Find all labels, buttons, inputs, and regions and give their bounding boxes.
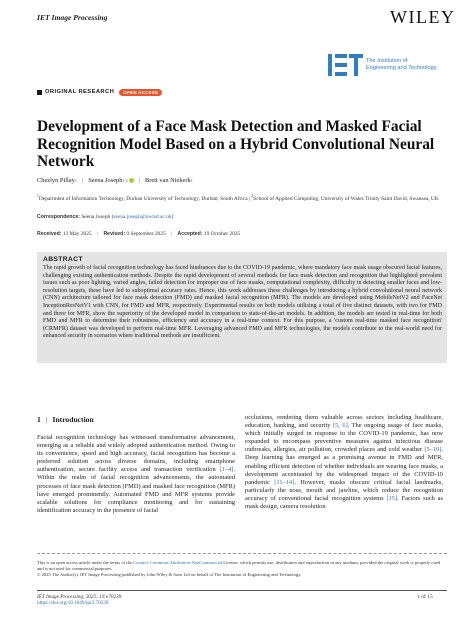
author-affiliation-sup: 1	[190, 178, 193, 183]
author-separator: |	[138, 177, 140, 184]
affiliation-2: School of Applied Computing, University of Wales Trinity Saint David, Swansea, UK	[253, 195, 439, 202]
correspondence-name: Seena Joseph	[81, 214, 111, 220]
doi-link[interactable]: https://doi.org/10.1049/ipr2.70239	[37, 600, 109, 607]
license-divider	[37, 553, 447, 554]
accepted-date: 19 October 2025	[203, 231, 241, 237]
correspondence-label: Correspondence:	[37, 214, 80, 220]
citation-link[interactable]: [1–4]	[219, 466, 234, 474]
publisher-logo[interactable]: WILEY	[390, 7, 456, 27]
author-name[interactable]: Seena Joseph	[88, 177, 123, 184]
article-title: Development of a Face Mask Detection and Masked Facial Recognition Model Based on a Hybrid Convolutional Neural Network	[37, 118, 435, 171]
citation-link[interactable]: [15]	[386, 494, 398, 502]
section-heading-introduction: 1 | Introduction	[37, 415, 94, 424]
received-date: 13 May 2025	[62, 231, 92, 237]
section-number: 1	[37, 415, 41, 424]
footer-journal-line: IET Image Processing, 2025; 19:e70239	[37, 594, 122, 600]
iet-logo[interactable]	[328, 54, 440, 76]
affiliations: $^1$Department of Information Technology, Durban University of Technology, Durban, South Africa | $^2$School of Applied Computing, University of Wales Trinity Saint David, Swansea, UK	[37, 194, 439, 202]
abstract-text: The rapid growth of facial recognition technology has faced hindrances due to the COVID-19 pandemic, where mandatory face mask usage obscured facial features, challenging existing authentication methods. Despite the rapid development of several methods for face mask detection and recognition that highlighted prevalent issues such as poor lighting, varied angles, failed detection for improper use of face masks, computational complexity, difficulty in detecting smaller faces and low-resolution targets, these have led to suboptimal accuracy rates. Hence, this work addresses these challenges by introducing a hybrid convolutional neural network (CNN) architecture tailored for face mask detection (FMD) and masked facial recognition (MFR). The models are developed using MobileNetV2 and FaceNet InceptionResNetV1 with CNN, for FMD and MFR, respectively. Experimental results on both models utilising a total of five distinct datasets, with two for FMD and three for MFR, show the superiority of the developed model in comparison to state-of-the-art models. In addition, the models are tested in real-time for both FMD and MFR to determine their robustness, efficiency and accuracy in a real-time context. For this purpose, a 'custom real-time masked face recognition' (CRMFR) dataset was developed to perform real-time MFR. Leveraging advanced FMD and MFR technologies, the models contribute to the real-world need for enhanced security in scenarios where traditional methods are insufficient.	[43, 265, 442, 340]
license-notice: This is an open access article under the terms of the Creative Commons Attribution-NonCommercial License, which permits use, distribution and reproduction in any medium, provided the original work is properly cited and is not used for commercial purposes. © 2025 The Author(s). IET Image Processing published by John Wiley & Sons Ltd on behalf of The Institution of Engineering and Technology.	[37, 560, 447, 579]
footer-citation	[37, 594, 121, 607]
journal-name: IET Image Processing	[37, 13, 108, 22]
abstract-heading: ABSTRACT	[43, 256, 83, 263]
page-number: 1 of 15	[417, 594, 433, 600]
revised-date: 9 September 2025	[126, 231, 166, 237]
article-dates: Received: 13 May 2025 | Revised: 9 September 2025 | Accepted: 19 October 2025	[37, 231, 241, 237]
footer-divider	[37, 590, 447, 591]
body-column-right: occlusions, rendering them valuable across sectors including healthcare, education, banking, and security [5, 6]. The ongoing usage of face masks, which initially surged in response to the COVID-19 pandemic, has now expanded to encompass preventive measures against infectious disease outbreaks, allergies, air pollution, crowded places and cold weather [5–10]. Deep learning has emerged as a promising avenue in FMD and MFR, enabling efficient detection of whether individuals are wearing face masks, a development accentuated by the widespread impact of the COVID-19 pandemic [11–14]. However, masks obscure critical facial landmarks, particularly the nose, mouth and jawline, which reduce the recognition accuracy of conventional facial recognition systems [15]. Factors such as mask design, camera resolution	[245, 414, 443, 511]
license-link[interactable]: Creative Commons Attribution-NonCommercial	[133, 560, 223, 565]
orcid-icon[interactable]	[129, 178, 134, 183]
affiliation-1: Department of Information Technology, Durban University of Technology, Durban, South Africa	[38, 195, 248, 202]
citation-link[interactable]: [5, 6]	[332, 422, 348, 430]
author-affiliation-sup: 1	[74, 178, 77, 183]
copyright-line: © 2025 The Author(s). IET Image Processing published by John Wiley & Sons Ltd on behalf of The Institution of Engineering and Technology.	[37, 572, 302, 578]
correspondence-email-link[interactable]: seena.joseph@uwtsd.ac.uk	[113, 214, 172, 220]
author-list	[37, 177, 193, 184]
iet-logo-text: The Institution of Engineering and Technology	[366, 58, 437, 71]
author-name[interactable]: Brett van Niekerk	[144, 177, 191, 184]
author-separator: |	[81, 177, 84, 184]
section-title: Introduction	[52, 415, 94, 424]
body-column-left: Facial recognition technology has witnessed transformative advancement, emerging as a reliable and widely adopted authentication method. Owing to its convenience, speed and high accuracy, facial recognition has become a preferred solution across diverse domains, including smartphone authentication, secure facility access and transaction verification [1–4]. Within the realm of facial recognition advancements, the automated processes of face mask detection (FMD) and masked face recognition (MFR) have emerged prominently. Automated FMD and MFR systems provide scalable solutions for compliance monitoring and for sustaining identification accuracy in the presence of facial	[37, 434, 235, 514]
citation-link[interactable]: [5–10]	[424, 446, 442, 454]
author-name[interactable]: Chezlyn Pillay	[37, 177, 75, 184]
iet-logo-mark	[328, 54, 364, 76]
correspondence: Correspondence: Seena Joseph (seena.joseph@uwtsd.ac.uk)	[37, 214, 174, 220]
article-type-row	[37, 86, 162, 98]
article-type-label: ORIGINAL RESEARCH	[45, 89, 115, 95]
citation-link[interactable]: [11–14]	[274, 478, 295, 486]
author-affiliation-sup: 1,2	[122, 178, 128, 183]
square-marker-icon	[37, 90, 42, 95]
open-access-badge: OPEN ACCESS	[119, 89, 162, 96]
